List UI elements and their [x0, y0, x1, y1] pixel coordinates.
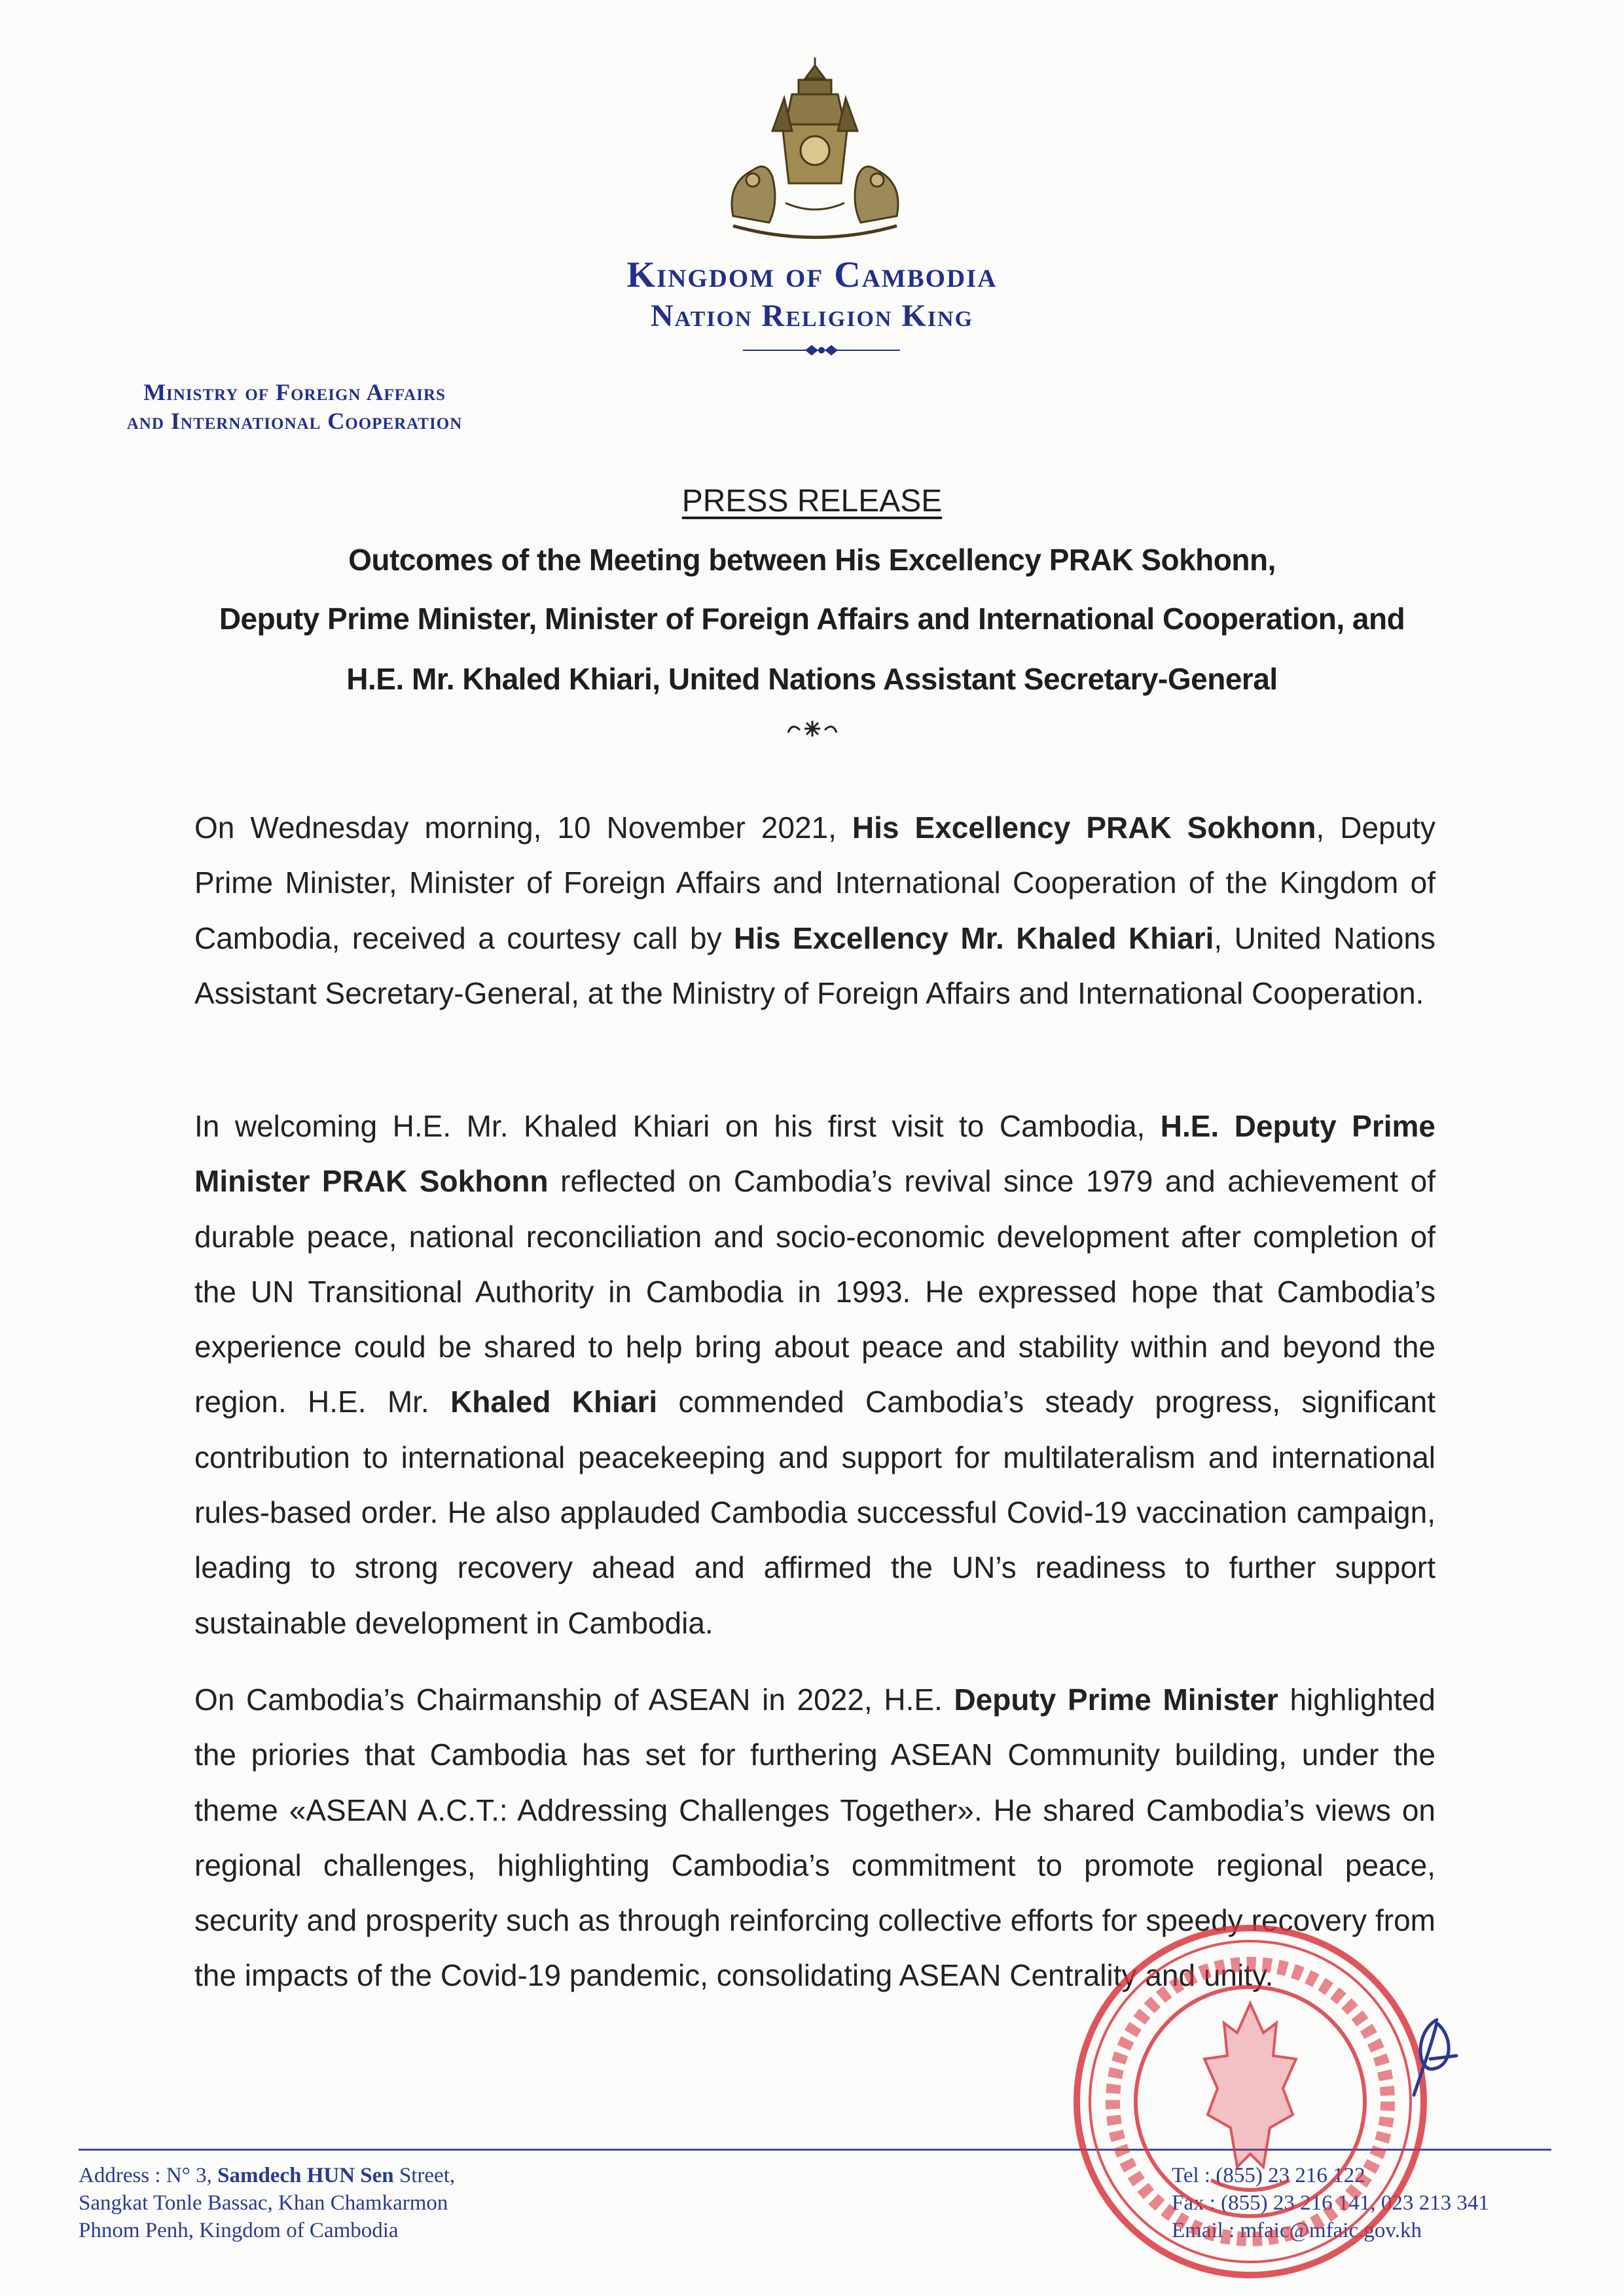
paragraph-1-text-e: , United Nations Assistant Secretary-General, at the Ministry of Foreign Affairs and International Cooperation.: [194, 920, 1436, 1010]
paragraph-1-text-a: On Wednesday morning, 10 November 2021,: [194, 811, 852, 845]
address-line-2: Sangkat Tonle Bassac, Khan Chamkarmon: [79, 2191, 448, 2215]
paragraph-3-text-c: highlighted the priories that Cambodia has set for furthering ASEAN Community building, under the theme «ASEAN A.C.T.: Addressing Challenges Together». He shared Cambodia’s views on regional challenges, highlighting Cambodia’s commitment to promote regional peace, security and prosperity such as through reinforcing collective efforts for speedy recovery from the impacts of the Covid-19 pandemic, consolidating ASEAN Centrality and unity.: [194, 1683, 1435, 1993]
title-line-3: H.E. Mr. Khaled Khiari, United Nations Assistant Secretary-General: [346, 662, 1278, 696]
paragraph-1-bold-guest: His Excellency Mr. Khaled Khiari: [734, 920, 1214, 955]
royal-emblem-icon: [707, 52, 923, 249]
ornament-icon: [784, 716, 840, 742]
paragraph-2-text-e: commended Cambodia’s steady progress, significant contribution to international peacekeeping and support for multilateralism and international rules-based order. He also applauded Cambodia successful Covid-19 vaccination campaign, leading to strong recovery ahead and affirmed the UN’s readiness to further support sustainable development in Cambodia.: [194, 1385, 1435, 1640]
footer-address: [79, 2162, 668, 2244]
paragraph-2-bold-guest: Khaled Khiari: [450, 1385, 658, 1419]
press-release-label-text: PRESS RELEASE: [681, 484, 943, 519]
kingdom-title: Kingdom of Cambodia: [626, 255, 998, 295]
paragraph-2: [194, 1099, 1435, 1650]
ministry-name-line2: and International Cooperation: [126, 408, 463, 434]
address-line-3: Phnom Penh, Kingdom of Cambodia: [79, 2219, 399, 2242]
national-motto: Nation Religion King: [650, 299, 974, 333]
press-release-label: [0, 483, 1624, 519]
paragraph-2-bold-name: H.E. Deputy Prime Minister PRAK Sokhonn: [194, 1109, 1435, 1199]
footer-email: Email : mfaic@mfaic.gov.kh: [1172, 2219, 1422, 2242]
address-line-1: [79, 2162, 668, 2189]
title-line-2: Deputy Prime Minister, Minister of Foreign Affairs and International Cooperation, and: [219, 602, 1405, 636]
title-line-1: Outcomes of the Meeting between His Excellency PRAK Sokhonn,: [348, 543, 1276, 577]
paragraph-2-text-c: reflected on Cambodia’s revival since 1979 and achievement of durable peace, national reconciliation and socio-economic development after completion of the UN Transitional Authority in Cambodia in 1993. He expressed hope that Cambodia’s experience could be shared to help bring about peace and stability within and beyond the region. H.E. Mr.: [194, 1164, 1435, 1419]
paragraph-3-bold-title: Deputy Prime Minister: [954, 1683, 1278, 1717]
paragraph-3-text-a: On Cambodia’s Chairmanship of ASEAN in 2022, H.E.: [194, 1683, 954, 1717]
paragraph-1-text-c: , Deputy Prime Minister, Minister of Foreign Affairs and International Cooperation of the Kingdom of Cambodia, received a courtesy call by: [194, 811, 1435, 955]
address-street: Samdech HUN Sen: [217, 2164, 394, 2187]
footer-fax: Fax : (855) 23 216 141, 023 213 341: [1172, 2191, 1489, 2215]
official-seal-icon: [1067, 1918, 1434, 2285]
address-label: Address : N° 3,: [79, 2164, 218, 2187]
paragraph-1-bold-name: His Excellency PRAK Sokhonn: [852, 811, 1316, 845]
footer-tel: Tel : (855) 23 216 122: [1172, 2164, 1365, 2187]
paragraph-1: [194, 800, 1435, 1021]
paragraph-2-text-a: In welcoming H.E. Mr. Khaled Khiari on his first visit to Cambodia,: [194, 1109, 1161, 1143]
address-street-suffix: Street,: [393, 2164, 456, 2187]
signature-icon: [1401, 2010, 1466, 2102]
ministry-name-line1: Ministry of Foreign Affairs: [143, 379, 446, 405]
ornamental-divider-icon: [743, 342, 900, 358]
